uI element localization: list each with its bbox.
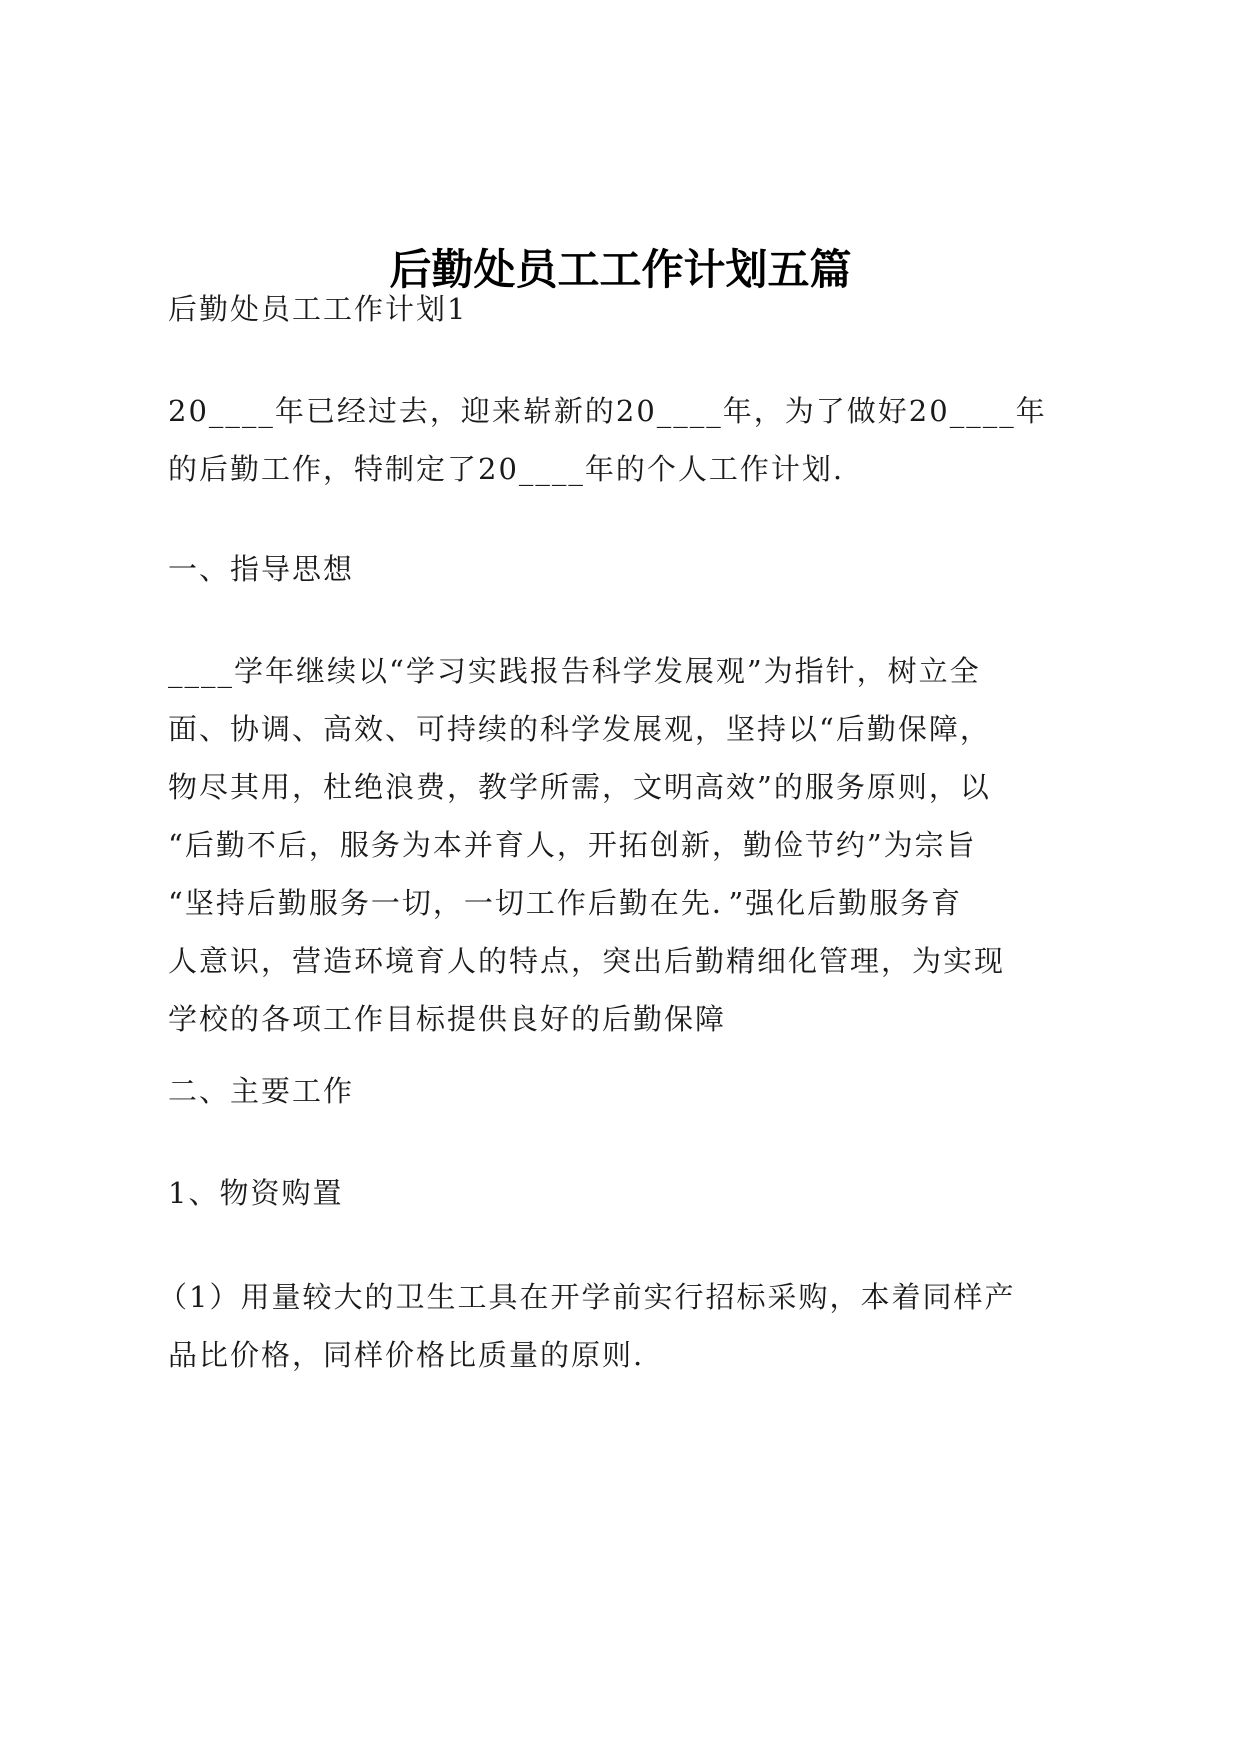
item1-line-2: 品比价格，同样价格比质量的原则.: [168, 1338, 645, 1372]
section1-line-6: 人意识，营造环境育人的特点，突出后勤精细化管理，为实现: [168, 944, 1006, 978]
document-subtitle: [168, 280, 1088, 338]
section1-line-7: 学校的各项工作目标提供良好的后勤保障: [168, 1002, 727, 1036]
subtitle-line: 后勤处员工工作计划1: [168, 292, 468, 326]
intro-paragraph: [168, 382, 1088, 498]
intro-line-2: 的后勤工作，特制定了20____年的个人工作计划.: [168, 452, 845, 486]
document-title: 后勤处员工工作计划五篇: [389, 245, 852, 294]
section1-heading-text: 一、指导思想: [168, 552, 355, 586]
item1-line-1: （1）用量较大的卫生工具在开学前实行招标采购，本着同样产: [158, 1280, 1016, 1314]
section1-line-5: “坚持后勤服务一切，一切工作后勤在先．”强化后勤服务育: [168, 886, 963, 920]
subsection1-heading: [168, 1164, 1088, 1222]
intro-line-1: 20____年已经过去，迎来崭新的20____年，为了做好20____年: [168, 394, 1047, 428]
section2-heading: [168, 1062, 1088, 1120]
subsection1-heading-text: 1、物资购置: [168, 1176, 344, 1210]
section1-line-1: ____学年继续以“学习实践报告科学发展观”为指针，树立全: [168, 654, 981, 688]
section1-paragraph: [168, 642, 1088, 1048]
section1-line-2: 面、协调、高效、可持续的科学发展观，坚持以“后勤保障，: [168, 712, 991, 746]
section1-heading: [168, 540, 1088, 598]
section1-line-4: “后勤不后，服务为本并育人，开拓创新，勤俭节约”为宗旨: [168, 828, 977, 862]
section2-heading-text: 二、主要工作: [168, 1074, 355, 1108]
item1-paragraph: [158, 1268, 1078, 1384]
section1-line-3: 物尽其用，杜绝浪费，教学所需，文明高效”的服务原则，以: [168, 770, 991, 804]
